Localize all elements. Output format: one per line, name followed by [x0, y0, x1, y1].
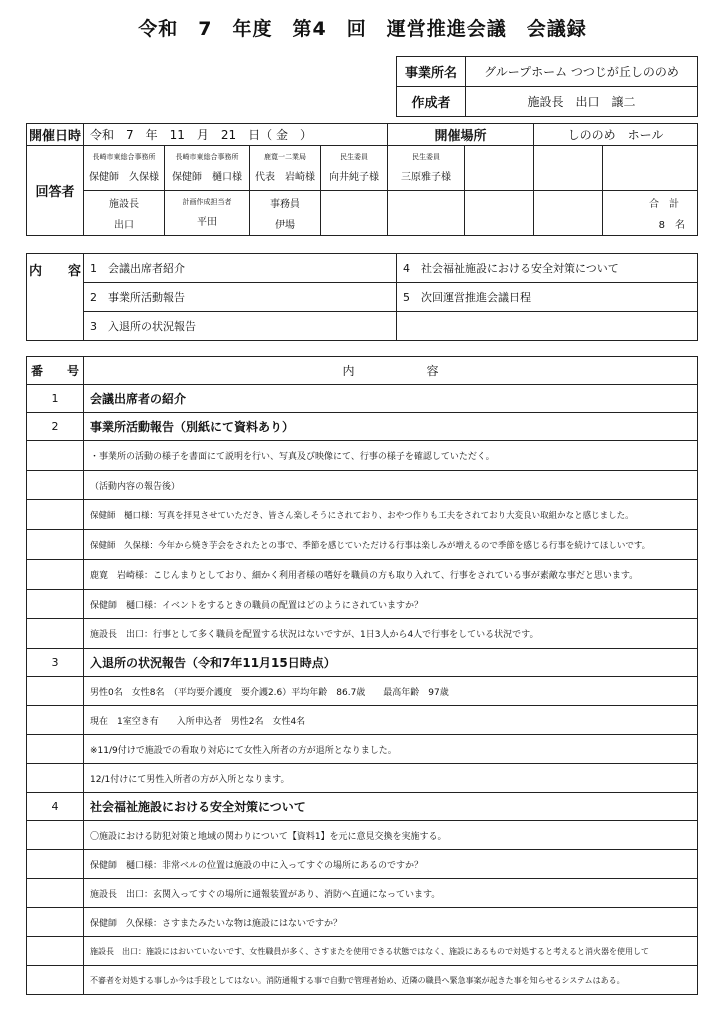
- total-value: 8 名: [658, 220, 685, 231]
- row-number: [27, 619, 84, 649]
- respondent-org: 民生委員: [412, 153, 440, 161]
- minutes-line: 現在 1室空き有 入所申込者 男性2名 女性4名: [84, 706, 698, 735]
- date-label: 開催日時: [27, 124, 84, 146]
- respondents-label: 回答者: [27, 146, 84, 236]
- total-cell: [603, 191, 698, 236]
- agenda-item: 2 事業所活動報告: [84, 283, 397, 312]
- row-number: [27, 590, 84, 619]
- row-number: [27, 735, 84, 764]
- minutes-table: [26, 356, 698, 995]
- author-label: 作成者: [397, 87, 466, 117]
- minutes-line: 施設長 出口：行事として多く職員を配置する状況はないですが、1日3人から4人で行事をしている状況です。: [84, 619, 698, 649]
- document-title: 令和 7 年度 第4 回 運営推進会議 会議録: [138, 18, 587, 40]
- row-number: [27, 937, 84, 966]
- respondent-cell: [84, 146, 165, 191]
- minutes-line: （活動内容の報告後）: [84, 471, 698, 500]
- section-heading: 社会福祉施設における安全対策について: [84, 793, 698, 821]
- respondent-role: 施設長: [109, 199, 139, 210]
- empty-cell: [388, 191, 465, 236]
- respondent-cell: [388, 146, 465, 191]
- respondent-cell: [250, 191, 321, 236]
- respondent-cell: [250, 146, 321, 191]
- section-heading: 事業所活動報告（別紙にて資料あり）: [84, 413, 698, 441]
- row-number: [27, 677, 84, 706]
- minutes-line: 〇施設における防犯対策と地域の関わりについて【資料1】を元に意見交換を実施する。: [84, 821, 698, 850]
- respondent-org: 長崎市東総合事務所: [92, 153, 156, 161]
- office-label: 事業所名: [397, 57, 466, 87]
- respondent-cell: [321, 146, 388, 191]
- empty-cell: [534, 146, 603, 191]
- agenda-item: 5 次回運営推進会議日程: [397, 283, 698, 312]
- row-number: [27, 966, 84, 995]
- row-number: 2: [27, 413, 84, 441]
- row-number: [27, 500, 84, 530]
- empty-cell: [465, 146, 534, 191]
- respondent-name: 代表 岩崎様: [255, 172, 315, 183]
- section-heading: 入退所の状況報告（令和7年11月15日時点）: [84, 649, 698, 677]
- meeting-info-table: [26, 123, 698, 236]
- agenda-table: [26, 253, 698, 341]
- row-number: [27, 530, 84, 560]
- agenda-label: 内 容: [27, 254, 84, 341]
- row-number: [27, 706, 84, 735]
- minutes-line: 施設長 出口：玄関入ってすぐの場所に通報装置があり、消防へ直通になっています。: [84, 879, 698, 908]
- author-name: 施設長 出口 譲二: [466, 87, 698, 117]
- row-number: [27, 908, 84, 937]
- respondent-cell: [84, 191, 165, 236]
- respondent-name: 保健師 久保様: [89, 172, 159, 183]
- minutes-line: 鹿寛 岩崎様：こじんまりとしており、細かく利用者様の嗜好を職員の方も取り入れて、行事をされている事が素敵な事だと思います。: [84, 560, 698, 590]
- minutes-line: 保健師 久保様：さすまたみたいな物は施設にはないですか？: [84, 908, 698, 937]
- minutes-line: 保健師 樋口様：写真を拝見させていただき、皆さん楽しそうにされており、おやつ作りも工夫をされており大変良い取組かなと感じました。: [84, 500, 698, 530]
- place-value: しののめ ホール: [534, 124, 698, 146]
- respondent-org: 長崎市東総合事務所: [175, 153, 239, 161]
- minutes-line: 男性0名 女性8名 （平均要介護度 要介護2.6）平均年齢 86.7歳 最高年齢 97歳: [84, 677, 698, 706]
- respondent-cell: [165, 191, 250, 236]
- row-number: 1: [27, 385, 84, 413]
- agenda-item: 1 会議出席者紹介: [84, 254, 397, 283]
- respondent-name: 保健師 樋口様: [172, 172, 242, 183]
- row-number: [27, 764, 84, 793]
- office-name: グループホーム つつじが丘しののめ: [466, 57, 698, 87]
- minutes-line: 保健師 樋口様：イベントをするときの職員の配置はどのようにされていますか？: [84, 590, 698, 619]
- respondent-cell: [165, 146, 250, 191]
- empty-cell: [603, 146, 698, 191]
- num-header: 番 号: [27, 357, 84, 385]
- total-label: 合 計: [649, 199, 679, 210]
- empty-cell: [465, 191, 534, 236]
- minutes-line: 保健師 久保様：今年から焼き芋会をされたとの事で、季節を感じていただける行事は楽しみが増えるので季節を感じる行事を続けてほしいです。: [84, 530, 698, 560]
- respondent-org: 鹿寛一二業局: [264, 153, 306, 161]
- row-number: 4: [27, 793, 84, 821]
- content-header: 内 容: [84, 357, 698, 385]
- empty-cell: [534, 191, 603, 236]
- office-info-table: [396, 56, 698, 117]
- date-value: 令和 7 年 11 月 21 日（ 金 ）: [84, 124, 388, 146]
- section-heading: 会議出席者の紹介: [84, 385, 698, 413]
- row-number: [27, 441, 84, 471]
- place-label: 開催場所: [388, 124, 534, 146]
- respondent-org: 民生委員: [340, 153, 368, 161]
- row-number: [27, 560, 84, 590]
- minutes-line: ※11/9付けで施設での看取り対応にて女性入所者の方が退所となりました。: [84, 735, 698, 764]
- minutes-line: 12/1付けにて男性入所者の方が入所となります。: [84, 764, 698, 793]
- respondent-name: 伊場: [275, 220, 295, 231]
- respondent-name: 三原雅子様: [401, 172, 451, 183]
- row-number: 3: [27, 649, 84, 677]
- row-number: [27, 821, 84, 850]
- respondent-name: 向井純子様: [329, 172, 379, 183]
- row-number: [27, 471, 84, 500]
- minutes-line: 施設長 出口：施設にはおいていないです、女性職員が多く、さすまたを使用できる状態ではなく、施設にあるもので対処すると考えると消火器を使用して: [84, 937, 698, 966]
- respondent-role: 計画作成担当者: [182, 198, 232, 206]
- empty-cell: [397, 312, 698, 341]
- respondent-name: 平田: [197, 217, 217, 228]
- respondent-name: 出口: [114, 220, 134, 231]
- respondent-role: 事務員: [270, 199, 300, 210]
- row-number: [27, 879, 84, 908]
- row-number: [27, 850, 84, 879]
- agenda-item: 3 入退所の状況報告: [84, 312, 397, 341]
- empty-cell: [321, 191, 388, 236]
- minutes-line: ・事業所の活動の様子を書面にて説明を行い、写真及び映像にて、行事の様子を確認していただく。: [84, 441, 698, 471]
- minutes-line: 保健師 樋口様：非常ベルの位置は施設の中に入ってすぐの場所にあるのですか？: [84, 850, 698, 879]
- agenda-item: 4 社会福祉施設における安全対策について: [397, 254, 698, 283]
- minutes-line: 不審者を対処する事しか今は手段としてはない。消防通報する事で自動で管理者始め、近隣の職員へ緊急事案が起きた事を知らせるシステムはある。: [84, 966, 698, 995]
